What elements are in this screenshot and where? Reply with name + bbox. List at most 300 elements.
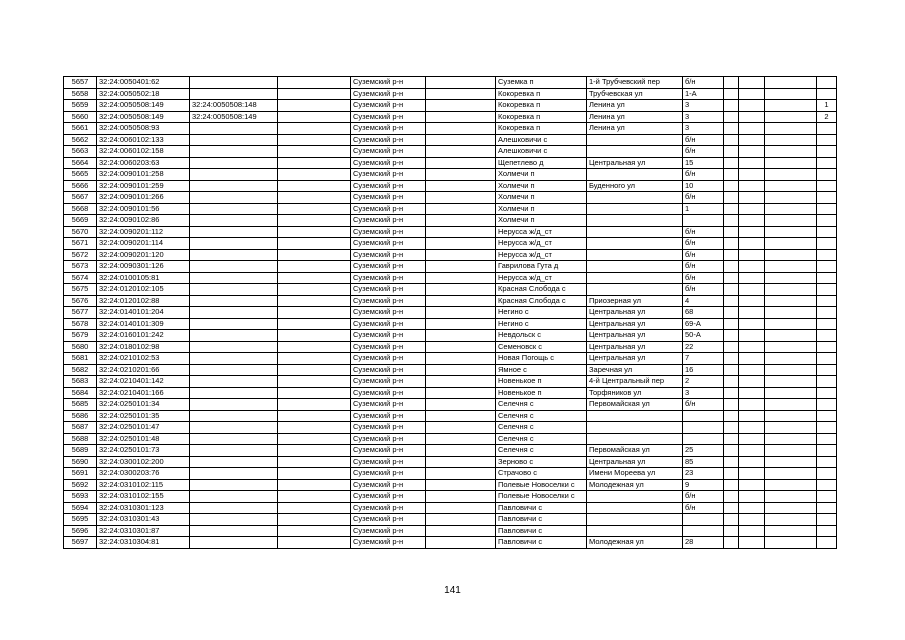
table-cell-c10 xyxy=(739,261,765,273)
table-cell-blank xyxy=(278,387,351,399)
table-cell-blank xyxy=(278,330,351,342)
table-cell-c9 xyxy=(724,525,739,537)
table-cell-num: 5659 xyxy=(64,100,97,112)
table-cell-district: Суземский р-н xyxy=(351,364,426,376)
page-number: 141 xyxy=(444,585,461,596)
table-cell-blank xyxy=(278,353,351,365)
table-cell-c11 xyxy=(765,491,817,503)
table-cell-c10 xyxy=(739,376,765,388)
table-cell-c12 xyxy=(817,537,837,549)
table-cell-c11 xyxy=(765,295,817,307)
table-cell-c11 xyxy=(765,272,817,284)
table-cell-cadastral: 32:24:0100105:81 xyxy=(97,272,190,284)
table-cell-locality: Нерусса ж/д_ст xyxy=(496,226,587,238)
table-cell-blank xyxy=(278,203,351,215)
table-cell-district: Суземский р-н xyxy=(351,445,426,457)
table-cell-c10 xyxy=(739,111,765,123)
table-cell-c9 xyxy=(724,77,739,89)
table-cell-num: 5690 xyxy=(64,456,97,468)
table-cell-cadastral2 xyxy=(190,479,278,491)
table-cell-c10 xyxy=(739,100,765,112)
table-row xyxy=(64,226,837,238)
table-cell-blank xyxy=(278,272,351,284)
table-cell-district: Суземский р-н xyxy=(351,341,426,353)
table-cell-district: Суземский р-н xyxy=(351,123,426,135)
table-cell-blank xyxy=(278,88,351,100)
table-cell-cadastral2 xyxy=(190,422,278,434)
table-row xyxy=(64,514,837,526)
table-cell-district: Суземский р-н xyxy=(351,284,426,296)
table-cell-house: б/н xyxy=(683,284,724,296)
table-cell-blank2 xyxy=(426,537,496,549)
table-cell-cadastral2 xyxy=(190,399,278,411)
table-cell-num: 5696 xyxy=(64,525,97,537)
table-row xyxy=(64,376,837,388)
table-cell-c11 xyxy=(765,341,817,353)
table-row xyxy=(64,341,837,353)
table-cell-locality: Нерусса ж/д_ст xyxy=(496,249,587,261)
table-cell-c11 xyxy=(765,249,817,261)
table-cell-cadastral: 32:24:0250101:48 xyxy=(97,433,190,445)
table-cell-num: 5685 xyxy=(64,399,97,411)
table-row xyxy=(64,502,837,514)
table-cell-house: 7 xyxy=(683,353,724,365)
table-cell-street xyxy=(587,525,683,537)
table-cell-cadastral2 xyxy=(190,318,278,330)
table-cell-num: 5681 xyxy=(64,353,97,365)
table-cell-locality: Страчово с xyxy=(496,468,587,480)
table-cell-blank2 xyxy=(426,180,496,192)
table-cell-district: Суземский р-н xyxy=(351,215,426,227)
table-cell-locality: Кокоревка п xyxy=(496,100,587,112)
table-cell-c9 xyxy=(724,123,739,135)
table-cell-c10 xyxy=(739,537,765,549)
table-cell-locality: Кокоревка п xyxy=(496,123,587,135)
table-cell-district: Суземский р-н xyxy=(351,525,426,537)
table-cell-cadastral: 32:24:0090101:266 xyxy=(97,192,190,204)
table-cell-cadastral: 32:24:0310301:123 xyxy=(97,502,190,514)
table-cell-locality: Новенькое п xyxy=(496,376,587,388)
table-row xyxy=(64,318,837,330)
table-cell-blank xyxy=(278,376,351,388)
table-row xyxy=(64,169,837,181)
table-cell-c9 xyxy=(724,353,739,365)
table-cell-blank xyxy=(278,307,351,319)
table-cell-c9 xyxy=(724,491,739,503)
table-cell-blank xyxy=(278,318,351,330)
table-cell-blank2 xyxy=(426,445,496,457)
table-cell-blank2 xyxy=(426,364,496,376)
table-cell-locality: Холмечи п xyxy=(496,180,587,192)
table-row xyxy=(64,445,837,457)
table-cell-c11 xyxy=(765,169,817,181)
table-cell-blank xyxy=(278,284,351,296)
table-row xyxy=(64,77,837,89)
table-cell-blank2 xyxy=(426,111,496,123)
table-cell-district: Суземский р-н xyxy=(351,169,426,181)
table-cell-street: Заречная ул xyxy=(587,364,683,376)
table-cell-c12 xyxy=(817,249,837,261)
table-cell-c10 xyxy=(739,215,765,227)
table-cell-street xyxy=(587,284,683,296)
table-cell-c12 xyxy=(817,502,837,514)
table-cell-street xyxy=(587,261,683,273)
table-cell-c11 xyxy=(765,410,817,422)
table-cell-street: Первомайская ул xyxy=(587,399,683,411)
table-cell-cadastral2 xyxy=(190,180,278,192)
table-cell-c12 xyxy=(817,525,837,537)
table-cell-num: 5676 xyxy=(64,295,97,307)
table-row xyxy=(64,456,837,468)
table-cell-locality: Ямное с xyxy=(496,364,587,376)
table-cell-cadastral: 32:24:0300203:76 xyxy=(97,468,190,480)
table-cell-num: 5683 xyxy=(64,376,97,388)
table-cell-blank2 xyxy=(426,77,496,89)
table-cell-street: 1-й Трубчевский пер xyxy=(587,77,683,89)
table-cell-blank xyxy=(278,399,351,411)
table-cell-street xyxy=(587,134,683,146)
table-cell-locality: Негино с xyxy=(496,318,587,330)
table-cell-street: Центральная ул xyxy=(587,330,683,342)
table-cell-house: 25 xyxy=(683,445,724,457)
table-cell-blank2 xyxy=(426,353,496,365)
table-row xyxy=(64,307,837,319)
table-cell-house xyxy=(683,410,724,422)
table-cell-cadastral2 xyxy=(190,203,278,215)
table-cell-cadastral: 32:24:0210102:53 xyxy=(97,353,190,365)
table-cell-blank2 xyxy=(426,433,496,445)
table-cell-c12 xyxy=(817,468,837,480)
table-cell-cadastral: 32:24:0090101:56 xyxy=(97,203,190,215)
table-cell-c9 xyxy=(724,203,739,215)
table-cell-district: Суземский р-н xyxy=(351,491,426,503)
table-cell-c10 xyxy=(739,468,765,480)
table-cell-blank xyxy=(278,169,351,181)
table-cell-house: б/н xyxy=(683,399,724,411)
table-cell-c9 xyxy=(724,192,739,204)
table-cell-blank xyxy=(278,514,351,526)
table-cell-c11 xyxy=(765,318,817,330)
table-cell-c9 xyxy=(724,433,739,445)
table-cell-blank2 xyxy=(426,330,496,342)
table-cell-district: Суземский р-н xyxy=(351,318,426,330)
table-cell-c9 xyxy=(724,330,739,342)
table-cell-house: 3 xyxy=(683,387,724,399)
table-cell-district: Суземский р-н xyxy=(351,157,426,169)
table-cell-c11 xyxy=(765,468,817,480)
table-cell-locality: Холмечи п xyxy=(496,169,587,181)
table-cell-district: Суземский р-н xyxy=(351,100,426,112)
table-cell-c12 xyxy=(817,318,837,330)
table-cell-num: 5695 xyxy=(64,514,97,526)
table-cell-c10 xyxy=(739,284,765,296)
table-cell-house: б/н xyxy=(683,146,724,158)
table-cell-house: б/н xyxy=(683,261,724,273)
table-cell-street: 4-й Центральный пер xyxy=(587,376,683,388)
table-cell-cadastral2 xyxy=(190,353,278,365)
table-cell-c12 xyxy=(817,226,837,238)
table-cell-c11 xyxy=(765,387,817,399)
table-cell-c10 xyxy=(739,353,765,365)
table-cell-c12 xyxy=(817,88,837,100)
table-cell-blank2 xyxy=(426,157,496,169)
table-cell-cadastral2 xyxy=(190,88,278,100)
table-cell-house: 69-А xyxy=(683,318,724,330)
table-cell-blank xyxy=(278,180,351,192)
table-cell-c9 xyxy=(724,479,739,491)
table-cell-c11 xyxy=(765,100,817,112)
table-cell-c10 xyxy=(739,249,765,261)
table-cell-street xyxy=(587,146,683,158)
table-cell-district: Суземский р-н xyxy=(351,180,426,192)
table-row xyxy=(64,410,837,422)
table-cell-c12 xyxy=(817,284,837,296)
table-cell-num: 5678 xyxy=(64,318,97,330)
table-cell-cadastral: 32:24:0050508:149 xyxy=(97,111,190,123)
table-cell-street: Центральная ул xyxy=(587,341,683,353)
table-cell-blank2 xyxy=(426,88,496,100)
table-cell-cadastral2 xyxy=(190,364,278,376)
table-row xyxy=(64,157,837,169)
table-cell-locality: Холмечи п xyxy=(496,203,587,215)
table-cell-street xyxy=(587,249,683,261)
table-cell-c11 xyxy=(765,502,817,514)
table-row xyxy=(64,479,837,491)
table-cell-blank xyxy=(278,537,351,549)
table-cell-street: Ленина ул xyxy=(587,100,683,112)
table-cell-c11 xyxy=(765,422,817,434)
table-cell-cadastral2 xyxy=(190,307,278,319)
table-cell-street: Центральная ул xyxy=(587,456,683,468)
table-cell-locality: Павловичи с xyxy=(496,525,587,537)
table-cell-cadastral2: 32:24:0050508:149 xyxy=(190,111,278,123)
table-cell-c12 xyxy=(817,456,837,468)
table-cell-house: 4 xyxy=(683,295,724,307)
table-cell-house: 68 xyxy=(683,307,724,319)
table-cell-c10 xyxy=(739,203,765,215)
table-row xyxy=(64,433,837,445)
table-cell-num: 5662 xyxy=(64,134,97,146)
table-cell-c11 xyxy=(765,192,817,204)
table-cell-num: 5688 xyxy=(64,433,97,445)
table-row xyxy=(64,468,837,480)
table-cell-c9 xyxy=(724,376,739,388)
table-cell-cadastral: 32:24:0090301:126 xyxy=(97,261,190,273)
table-cell-c11 xyxy=(765,537,817,549)
table-cell-cadastral2 xyxy=(190,502,278,514)
table-cell-c11 xyxy=(765,261,817,273)
table-cell-cadastral2 xyxy=(190,468,278,480)
table-cell-c9 xyxy=(724,445,739,457)
table-cell-c9 xyxy=(724,261,739,273)
table-cell-c11 xyxy=(765,479,817,491)
table-cell-cadastral2 xyxy=(190,146,278,158)
table-cell-street: Буденного ул xyxy=(587,180,683,192)
table-cell-c12 xyxy=(817,180,837,192)
table-cell-cadastral2 xyxy=(190,157,278,169)
table-cell-district: Суземский р-н xyxy=(351,456,426,468)
table-cell-cadastral2 xyxy=(190,284,278,296)
table-cell-district: Суземский р-н xyxy=(351,295,426,307)
table-cell-blank2 xyxy=(426,399,496,411)
table-cell-c9 xyxy=(724,284,739,296)
table-cell-num: 5673 xyxy=(64,261,97,273)
table-cell-num: 5664 xyxy=(64,157,97,169)
table-cell-locality: Холмечи п xyxy=(496,192,587,204)
table-cell-c9 xyxy=(724,226,739,238)
table-cell-c12 xyxy=(817,192,837,204)
table-cell-locality: Новая Погощь с xyxy=(496,353,587,365)
table-cell-cadastral2 xyxy=(190,341,278,353)
table-cell-blank xyxy=(278,364,351,376)
table-cell-cadastral: 32:24:0090201:120 xyxy=(97,249,190,261)
table-cell-house: б/н xyxy=(683,502,724,514)
table-cell-street xyxy=(587,215,683,227)
table-cell-cadastral2 xyxy=(190,261,278,273)
table-cell-cadastral2 xyxy=(190,272,278,284)
table-cell-num: 5660 xyxy=(64,111,97,123)
table-cell-num: 5692 xyxy=(64,479,97,491)
table-cell-cadastral2 xyxy=(190,169,278,181)
table-cell-c12: 2 xyxy=(817,111,837,123)
table-cell-c10 xyxy=(739,123,765,135)
table-cell-locality: Полевые Новоселки с xyxy=(496,479,587,491)
table-cell-c11 xyxy=(765,364,817,376)
table-cell-cadastral: 32:24:0210401:166 xyxy=(97,387,190,399)
table-row xyxy=(64,353,837,365)
table-row xyxy=(64,364,837,376)
table-row xyxy=(64,123,837,135)
table-cell-c9 xyxy=(724,111,739,123)
table-cell-district: Суземский р-н xyxy=(351,226,426,238)
table-cell-c10 xyxy=(739,502,765,514)
table-cell-house: 15 xyxy=(683,157,724,169)
table-cell-blank xyxy=(278,445,351,457)
table-cell-blank xyxy=(278,502,351,514)
table-cell-district: Суземский р-н xyxy=(351,261,426,273)
table-cell-cadastral: 32:24:0250101:35 xyxy=(97,410,190,422)
table-cell-c12 xyxy=(817,410,837,422)
table-cell-c11 xyxy=(765,525,817,537)
table-cell-blank2 xyxy=(426,226,496,238)
table-row xyxy=(64,422,837,434)
table-cell-locality: Селечня с xyxy=(496,433,587,445)
table-cell-c11 xyxy=(765,203,817,215)
table-cell-num: 5686 xyxy=(64,410,97,422)
table-cell-c11 xyxy=(765,433,817,445)
table-cell-street xyxy=(587,502,683,514)
table-cell-c9 xyxy=(724,146,739,158)
table-cell-c10 xyxy=(739,433,765,445)
table-cell-c10 xyxy=(739,399,765,411)
table-cell-c9 xyxy=(724,88,739,100)
table-cell-cadastral: 32:24:0310304:81 xyxy=(97,537,190,549)
table-cell-street xyxy=(587,433,683,445)
table-cell-c10 xyxy=(739,295,765,307)
table-cell-num: 5669 xyxy=(64,215,97,227)
table-cell-locality: Кокоревка п xyxy=(496,88,587,100)
table-cell-num: 5693 xyxy=(64,491,97,503)
table-cell-house: 1-А xyxy=(683,88,724,100)
table-cell-c12: 1 xyxy=(817,100,837,112)
table-cell-district: Суземский р-н xyxy=(351,249,426,261)
table-cell-c9 xyxy=(724,295,739,307)
table-cell-c12 xyxy=(817,387,837,399)
table-cell-blank xyxy=(278,295,351,307)
table-cell-locality: Красная Слобода с xyxy=(496,284,587,296)
table-cell-locality: Холмечи п xyxy=(496,215,587,227)
table-cell-c11 xyxy=(765,456,817,468)
table-cell-num: 5679 xyxy=(64,330,97,342)
table-cell-c12 xyxy=(817,123,837,135)
table-cell-c10 xyxy=(739,422,765,434)
table-cell-blank xyxy=(278,192,351,204)
table-cell-blank xyxy=(278,422,351,434)
table-cell-house: 3 xyxy=(683,123,724,135)
table-cell-house xyxy=(683,215,724,227)
table-cell-c11 xyxy=(765,226,817,238)
table-cell-c9 xyxy=(724,514,739,526)
table-cell-blank2 xyxy=(426,295,496,307)
table-cell-c9 xyxy=(724,100,739,112)
table-cell-blank xyxy=(278,146,351,158)
table-cell-cadastral2 xyxy=(190,456,278,468)
table-cell-house: б/н xyxy=(683,134,724,146)
table-cell-c11 xyxy=(765,330,817,342)
register-table xyxy=(63,76,837,549)
table-cell-c11 xyxy=(765,123,817,135)
table-cell-c9 xyxy=(724,468,739,480)
table-cell-c11 xyxy=(765,514,817,526)
table-cell-blank2 xyxy=(426,491,496,503)
table-cell-cadastral2 xyxy=(190,123,278,135)
table-cell-num: 5684 xyxy=(64,387,97,399)
table-cell-cadastral: 32:24:0090101:258 xyxy=(97,169,190,181)
table-cell-street: Приозерная ул xyxy=(587,295,683,307)
table-cell-blank xyxy=(278,123,351,135)
table-cell-locality: Павловичи с xyxy=(496,514,587,526)
table-cell-c9 xyxy=(724,238,739,250)
table-row xyxy=(64,111,837,123)
table-cell-house: 3 xyxy=(683,100,724,112)
table-cell-blank xyxy=(278,433,351,445)
table-cell-num: 5687 xyxy=(64,422,97,434)
table-cell-num: 5657 xyxy=(64,77,97,89)
table-cell-district: Суземский р-н xyxy=(351,422,426,434)
table-cell-cadastral2 xyxy=(190,215,278,227)
table-cell-c10 xyxy=(739,146,765,158)
table-cell-c11 xyxy=(765,445,817,457)
table-cell-c12 xyxy=(817,433,837,445)
table-cell-c9 xyxy=(724,422,739,434)
table-cell-locality: Кокоревка п xyxy=(496,111,587,123)
table-cell-c11 xyxy=(765,180,817,192)
table-cell-blank2 xyxy=(426,468,496,480)
table-cell-locality: Красная Слобода с xyxy=(496,295,587,307)
table-cell-district: Суземский р-н xyxy=(351,410,426,422)
table-cell-cadastral: 32:24:0090101:259 xyxy=(97,180,190,192)
table-cell-c12 xyxy=(817,215,837,227)
table-cell-blank xyxy=(278,134,351,146)
table-cell-c11 xyxy=(765,353,817,365)
table-cell-cadastral: 32:24:0310301:87 xyxy=(97,525,190,537)
table-cell-cadastral: 32:24:0310102:155 xyxy=(97,491,190,503)
table-row xyxy=(64,272,837,284)
table-cell-cadastral: 32:24:0300102:200 xyxy=(97,456,190,468)
table-cell-district: Суземский р-н xyxy=(351,479,426,491)
table-cell-house: 50-А xyxy=(683,330,724,342)
table-cell-locality: Гаврилова Гута д xyxy=(496,261,587,273)
